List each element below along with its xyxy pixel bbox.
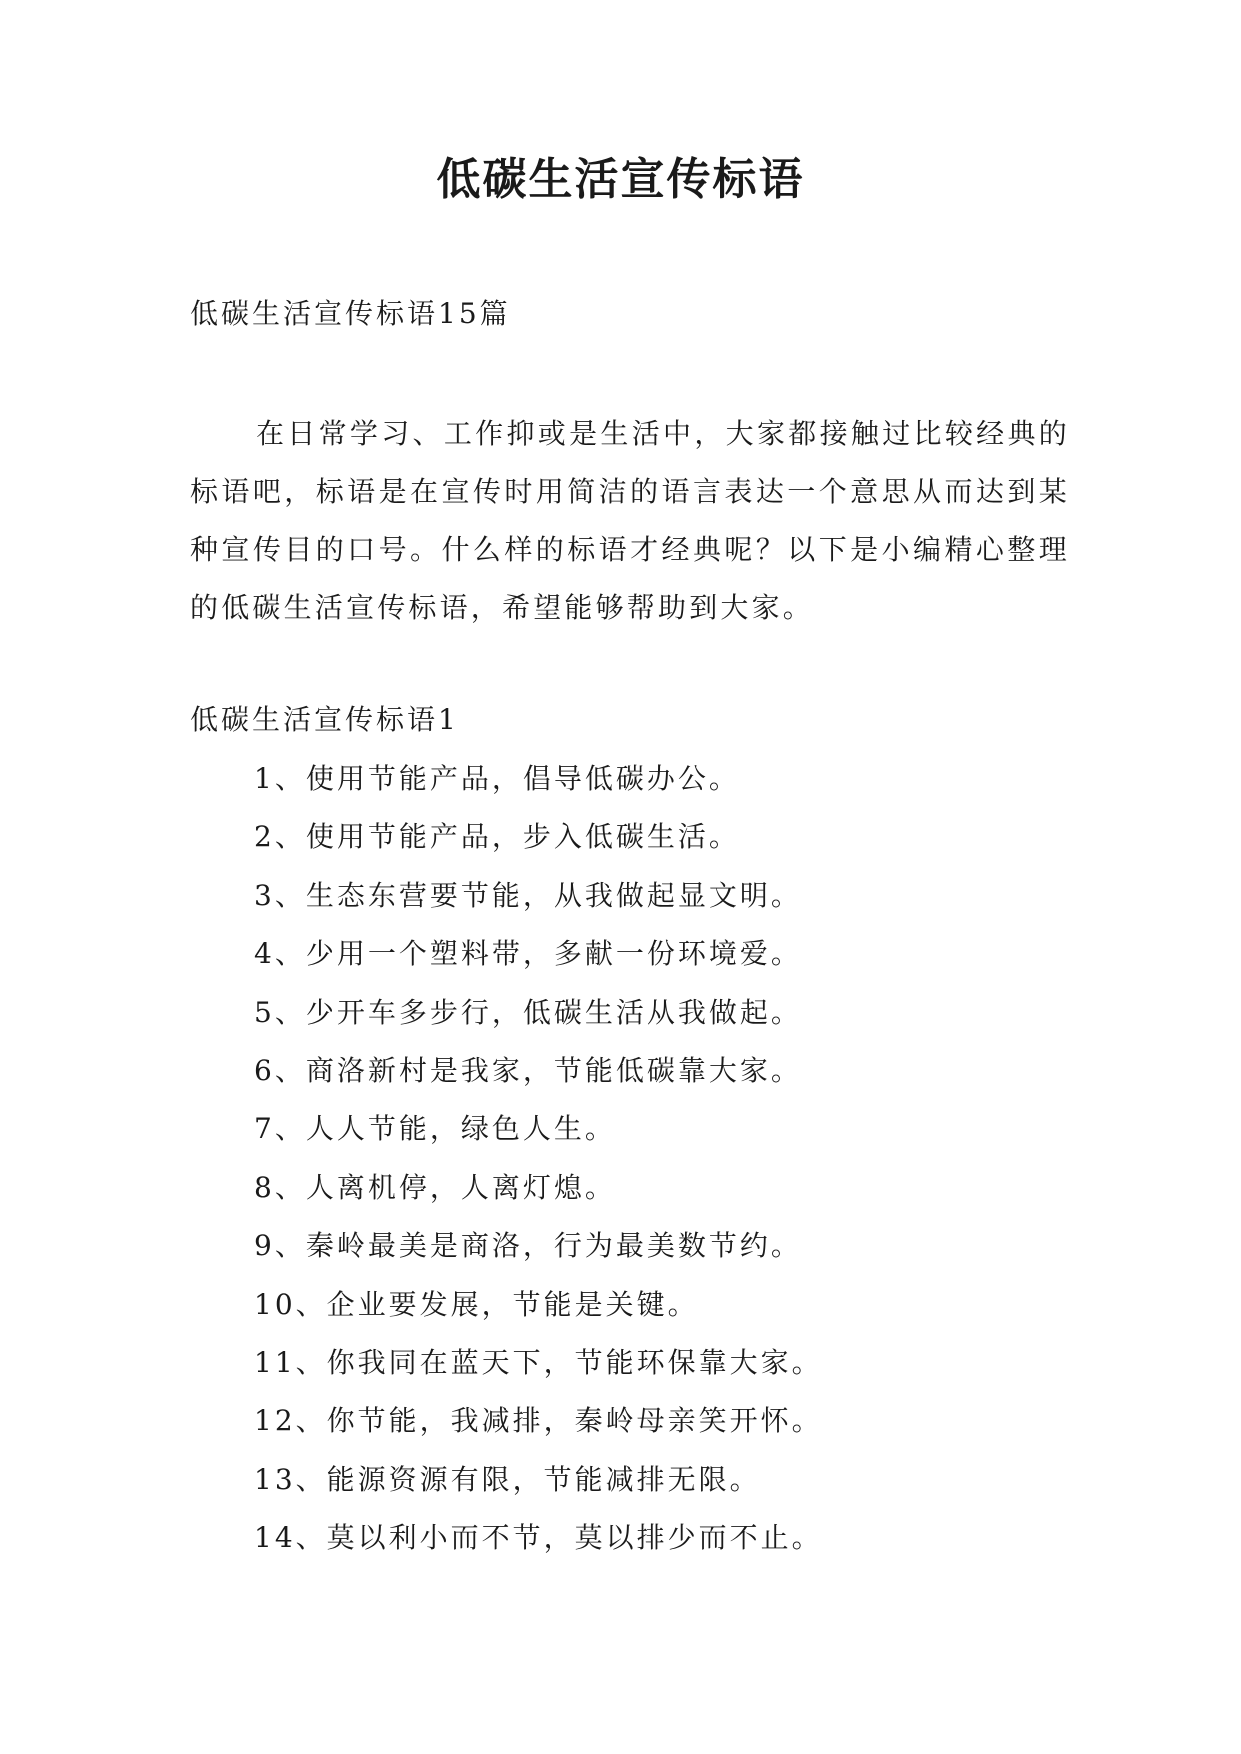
slogan-list (254, 757, 823, 1574)
slogan-item: 1、使用节能产品，倡导低碳办公。 (254, 762, 740, 795)
intro-paragraph: 在日常学习、工作抑或是生活中，大家都接触过比较经典的标语吧，标语是在宣传时用简洁的语言表达一个意思从而达到某种宣传目的口号。什么样的标语才经典呢？以下是小编精心整理的低碳生活宣传标语，希望能够帮助到大家。 (190, 417, 1070, 624)
section-heading: 低碳生活宣传标语1 (190, 703, 459, 736)
slogan-item: 6、商洛新村是我家，节能低碳靠大家。 (254, 1053, 802, 1087)
slogan-item: 3、生态东营要节能，从我做起显文明。 (254, 878, 802, 912)
slogan-item: 9、秦岭最美是商洛，行为最美数节约。 (254, 1229, 802, 1263)
slogan-item: 8、人离机停，人离灯熄。 (254, 1170, 616, 1204)
slogan-item: 4、少用一个塑料带，多献一份环境爱。 (254, 937, 802, 971)
slogan-item: 11、你我同在蓝天下，节能环保靠大家。 (254, 1345, 823, 1379)
document-subtitle: 低碳生活宣传标语15篇 (190, 297, 511, 330)
slogan-item: 10、企业要发展，节能是关键。 (254, 1287, 699, 1321)
slogan-item: 2、使用节能产品，步入低碳生活。 (254, 820, 740, 854)
slogan-item: 13、能源资源有限，节能减排无限。 (254, 1462, 761, 1496)
document-title: 低碳生活宣传标语 (436, 154, 805, 205)
slogan-item: 14、莫以利小而不节，莫以排少而不止。 (254, 1521, 823, 1555)
slogan-item: 5、少开车多步行，低碳生活从我做起。 (254, 995, 802, 1029)
slogan-item: 7、人人节能，绿色人生。 (254, 1112, 616, 1146)
slogan-item: 12、你节能，我减排，秦岭母亲笑开怀。 (254, 1404, 823, 1438)
